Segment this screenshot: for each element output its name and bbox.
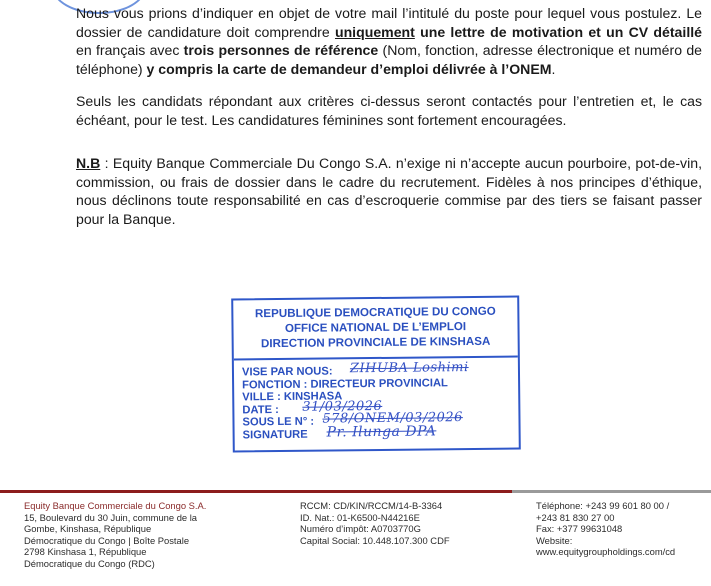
stamp-sous-label: SOUS LE N° : — [242, 416, 315, 429]
paragraph-application-instructions — [76, 4, 702, 78]
footer-address-line: 2798 Kinshasa 1, République — [24, 546, 147, 558]
footer-company-name: Equity Banque Commerciale du Congo S.A. — [24, 500, 207, 511]
p1-text-a: Nous vous prions d’indiquer en objet de votre mail l’intitulé du poste pour lequel vous postulez. Le dossier de candidature doit comprendre — [76, 5, 702, 40]
stamp-line-republic: REPUBLIQUE DEMOCRATIQUE DU CONGO — [254, 304, 496, 321]
stamp-fonction: FONCTION : DIRECTEUR PROVINCIAL — [242, 376, 448, 391]
footer-rccm: RCCM: CD/KIN/RCCM/14-B-3364 — [300, 500, 443, 511]
footer-website-label: Website: — [536, 534, 573, 546]
stamp-ville: VILLE : KINSHASA — [242, 390, 343, 404]
stamp-body — [234, 358, 519, 443]
stamp-date-handwriting: 31/03/2026 — [302, 398, 383, 415]
onem-stamp — [231, 295, 521, 452]
paragraph-selection-notice: Seuls les candidats répondant aux critères ci-dessus seront contactés pour l’entretien et, le cas échéant, pour le test. Les candidatures féminines sont fortement encouragées. — [76, 93, 702, 128]
p1-uniquement: uniquement — [334, 23, 415, 40]
p1-onem-card: y compris la carte de demandeur d’emploi délivrée à l’ONEM — [146, 60, 552, 77]
footer-address-line: Démocratique du Congo (RDC) — [24, 557, 155, 569]
footer-address-line: Démocratique du Congo | Boîte Postale — [24, 534, 190, 546]
footer-address-line: Gombe, Kinshasa, République — [24, 523, 152, 535]
p1-references: trois personnes de référence — [183, 42, 379, 58]
stamp-line-direction: DIRECTION PROVINCIALE DE KINSHASA — [260, 334, 491, 351]
footer-registration — [300, 500, 500, 546]
footer-id-nat: ID. Nat.: 01-K6500-N44216E — [300, 511, 420, 523]
footer-fax: Fax: +377 99631048 — [536, 523, 623, 535]
footer-phone-2: +243 81 830 27 00 — [536, 511, 615, 523]
stamp-vise-handwriting: ZIHUBA Loshimi — [349, 360, 469, 377]
footer-tax-number: Numéro d’impôt: A0703770G — [300, 523, 421, 535]
p1-text-d: en français avec — [76, 42, 184, 58]
stamp-date-label: DATE : — [242, 403, 279, 417]
stamp-header — [233, 298, 518, 361]
footer-phone: Téléphone: +243 99 601 80 00 / — [536, 500, 670, 511]
stamp-sous-handwriting: 578/ONEM/03/2026 — [322, 410, 463, 427]
stamp-signature-label: SIGNATURE — [242, 428, 308, 442]
footer-website-url[interactable]: www.equitygroupholdings.com/cd — [536, 546, 676, 558]
stamp-line-office: OFFICE NATIONAL DE L’EMPLOI — [284, 320, 467, 335]
stamp-signature-handwriting: Pr. Ilunga DPA — [326, 423, 437, 441]
footer-divider — [0, 490, 711, 493]
p1-text-f: (Nom, fonction, adresse électronique et numéro de téléphone) — [76, 42, 702, 77]
paragraph-nb-disclaimer — [76, 154, 702, 228]
footer-address-line: 15, Boulevard du 30 Juin, commune de la — [24, 511, 198, 523]
p1-cv-requirement: une lettre de motivation et un CV détaillé — [414, 23, 702, 40]
stamp-vise-label: VISE PAR NOUS: — [241, 365, 333, 379]
footer-company-address — [24, 500, 254, 570]
nb-text: : Equity Banque Commerciale Du Congo S.A. n’exige ni n’accepte aucun pourboire, pot-de-vin, commission, ou frais de dossier dans le cadre du recrutement. Fidèles à nos principes d’éthique, nous déclinons toute responsabilité en cas d’escroquerie commise par des tiers se faisant passer pour la Banque. — [76, 155, 702, 227]
nb-label: N.B — [76, 155, 101, 171]
p1-period: . — [551, 60, 556, 77]
stamp-row-signature — [242, 423, 519, 442]
footer-capital: Capital Social: 10.448.107.300 CDF — [300, 534, 450, 546]
footer-contact — [536, 500, 706, 558]
